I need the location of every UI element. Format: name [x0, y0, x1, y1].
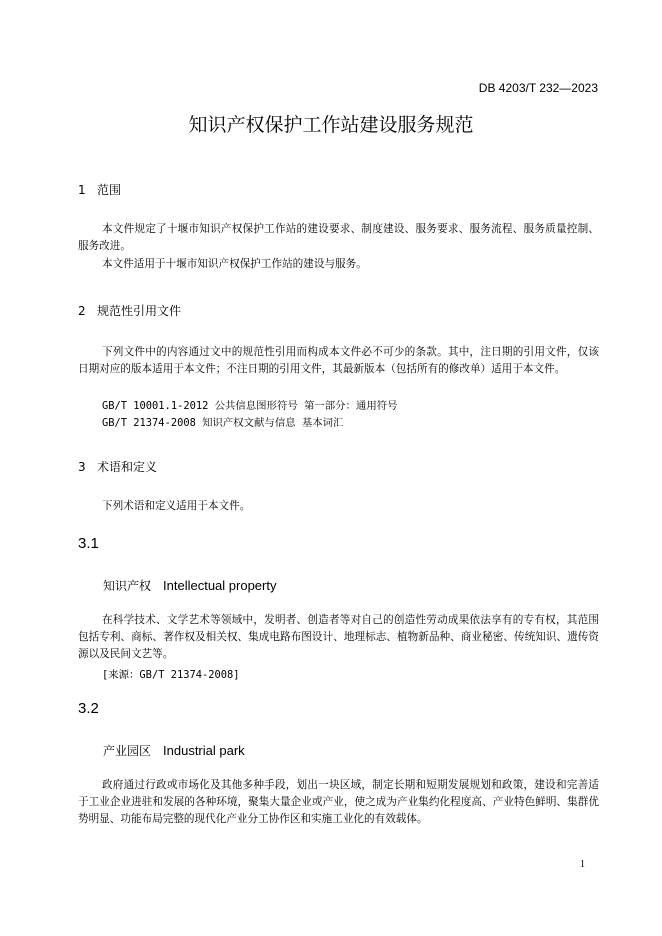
section-title: 规范性引用文件: [97, 304, 182, 318]
reference-item: GB/T 21374-2008 知识产权文献与信息 基本词汇: [102, 417, 344, 429]
term-heading: [103, 577, 276, 594]
term-definition: 政府通过行政或市场化及其他多种手段，划出一块区域，制定长期和短期发展规划和政策，建设和完善适于工业企业进驻和发展的各种环境，聚集大量企业或产业，使之成为产业集约化程度高、产业特色鲜明、集群优势明显、功能布局完整的现代化产业分工协作区和实施工业化的有效载体。: [78, 779, 599, 825]
reference-item: GB/T 10001.1-2012 公共信息图形符号 第一部分：通用符号: [102, 400, 398, 412]
section-number: 1: [78, 183, 86, 197]
section-number: 3: [78, 460, 86, 474]
term-number: 3.2: [78, 700, 99, 717]
term-definition: 在科学技术、文学艺术等领域中，发明者、创造者等对自己的创造性劳动成果依法享有的专有权，其范围包括专利、商标、著作权及相关权、集成电路布图设计、地理标志、植物新品种、商业秘密、传统知识、遗传资源以及民间文艺等。: [78, 614, 599, 660]
section-number: 2: [78, 304, 86, 318]
scope-paragraph-1: 本文件规定了十堰市知识产权保护工作站的建设要求、制度建设、服务要求、服务流程、服务质量控制、服务改进。: [78, 223, 599, 252]
term-en: Industrial park: [163, 743, 245, 758]
page-number: 1: [580, 859, 585, 870]
section-heading-scope: [78, 181, 121, 198]
term-zh: 产业园区: [103, 744, 152, 758]
scope-paragraph-2: 本文件适用于十堰市知识产权保护工作站的建设与服务。: [102, 258, 367, 270]
standard-code: DB 4203/T 232—2023: [478, 81, 598, 95]
term-heading: [103, 742, 245, 759]
section-heading-terms: [78, 458, 157, 475]
term-zh: 知识产权: [103, 579, 152, 593]
section-title: 范围: [97, 183, 122, 197]
section-heading-normative-references: [78, 302, 181, 319]
term-en: Intellectual property: [163, 578, 277, 593]
term-number: 3.1: [78, 535, 99, 552]
references-paragraph: 下列文件中的内容通过文中的规范性引用而构成本文件必不可少的条款。其中，注日期的引用文件，仅该日期对应的版本适用于本文件；不注日期的引用文件，其最新版本（包括所有的修改单）适用于本文件。: [78, 346, 599, 375]
section-title: 术语和定义: [97, 460, 158, 474]
document-title: 知识产权保护工作站建设服务规范: [188, 114, 474, 136]
terms-intro-paragraph: 下列术语和定义适用于本文件。: [102, 500, 251, 512]
term-source: [来源：GB/T 21374-2008]: [102, 669, 240, 681]
